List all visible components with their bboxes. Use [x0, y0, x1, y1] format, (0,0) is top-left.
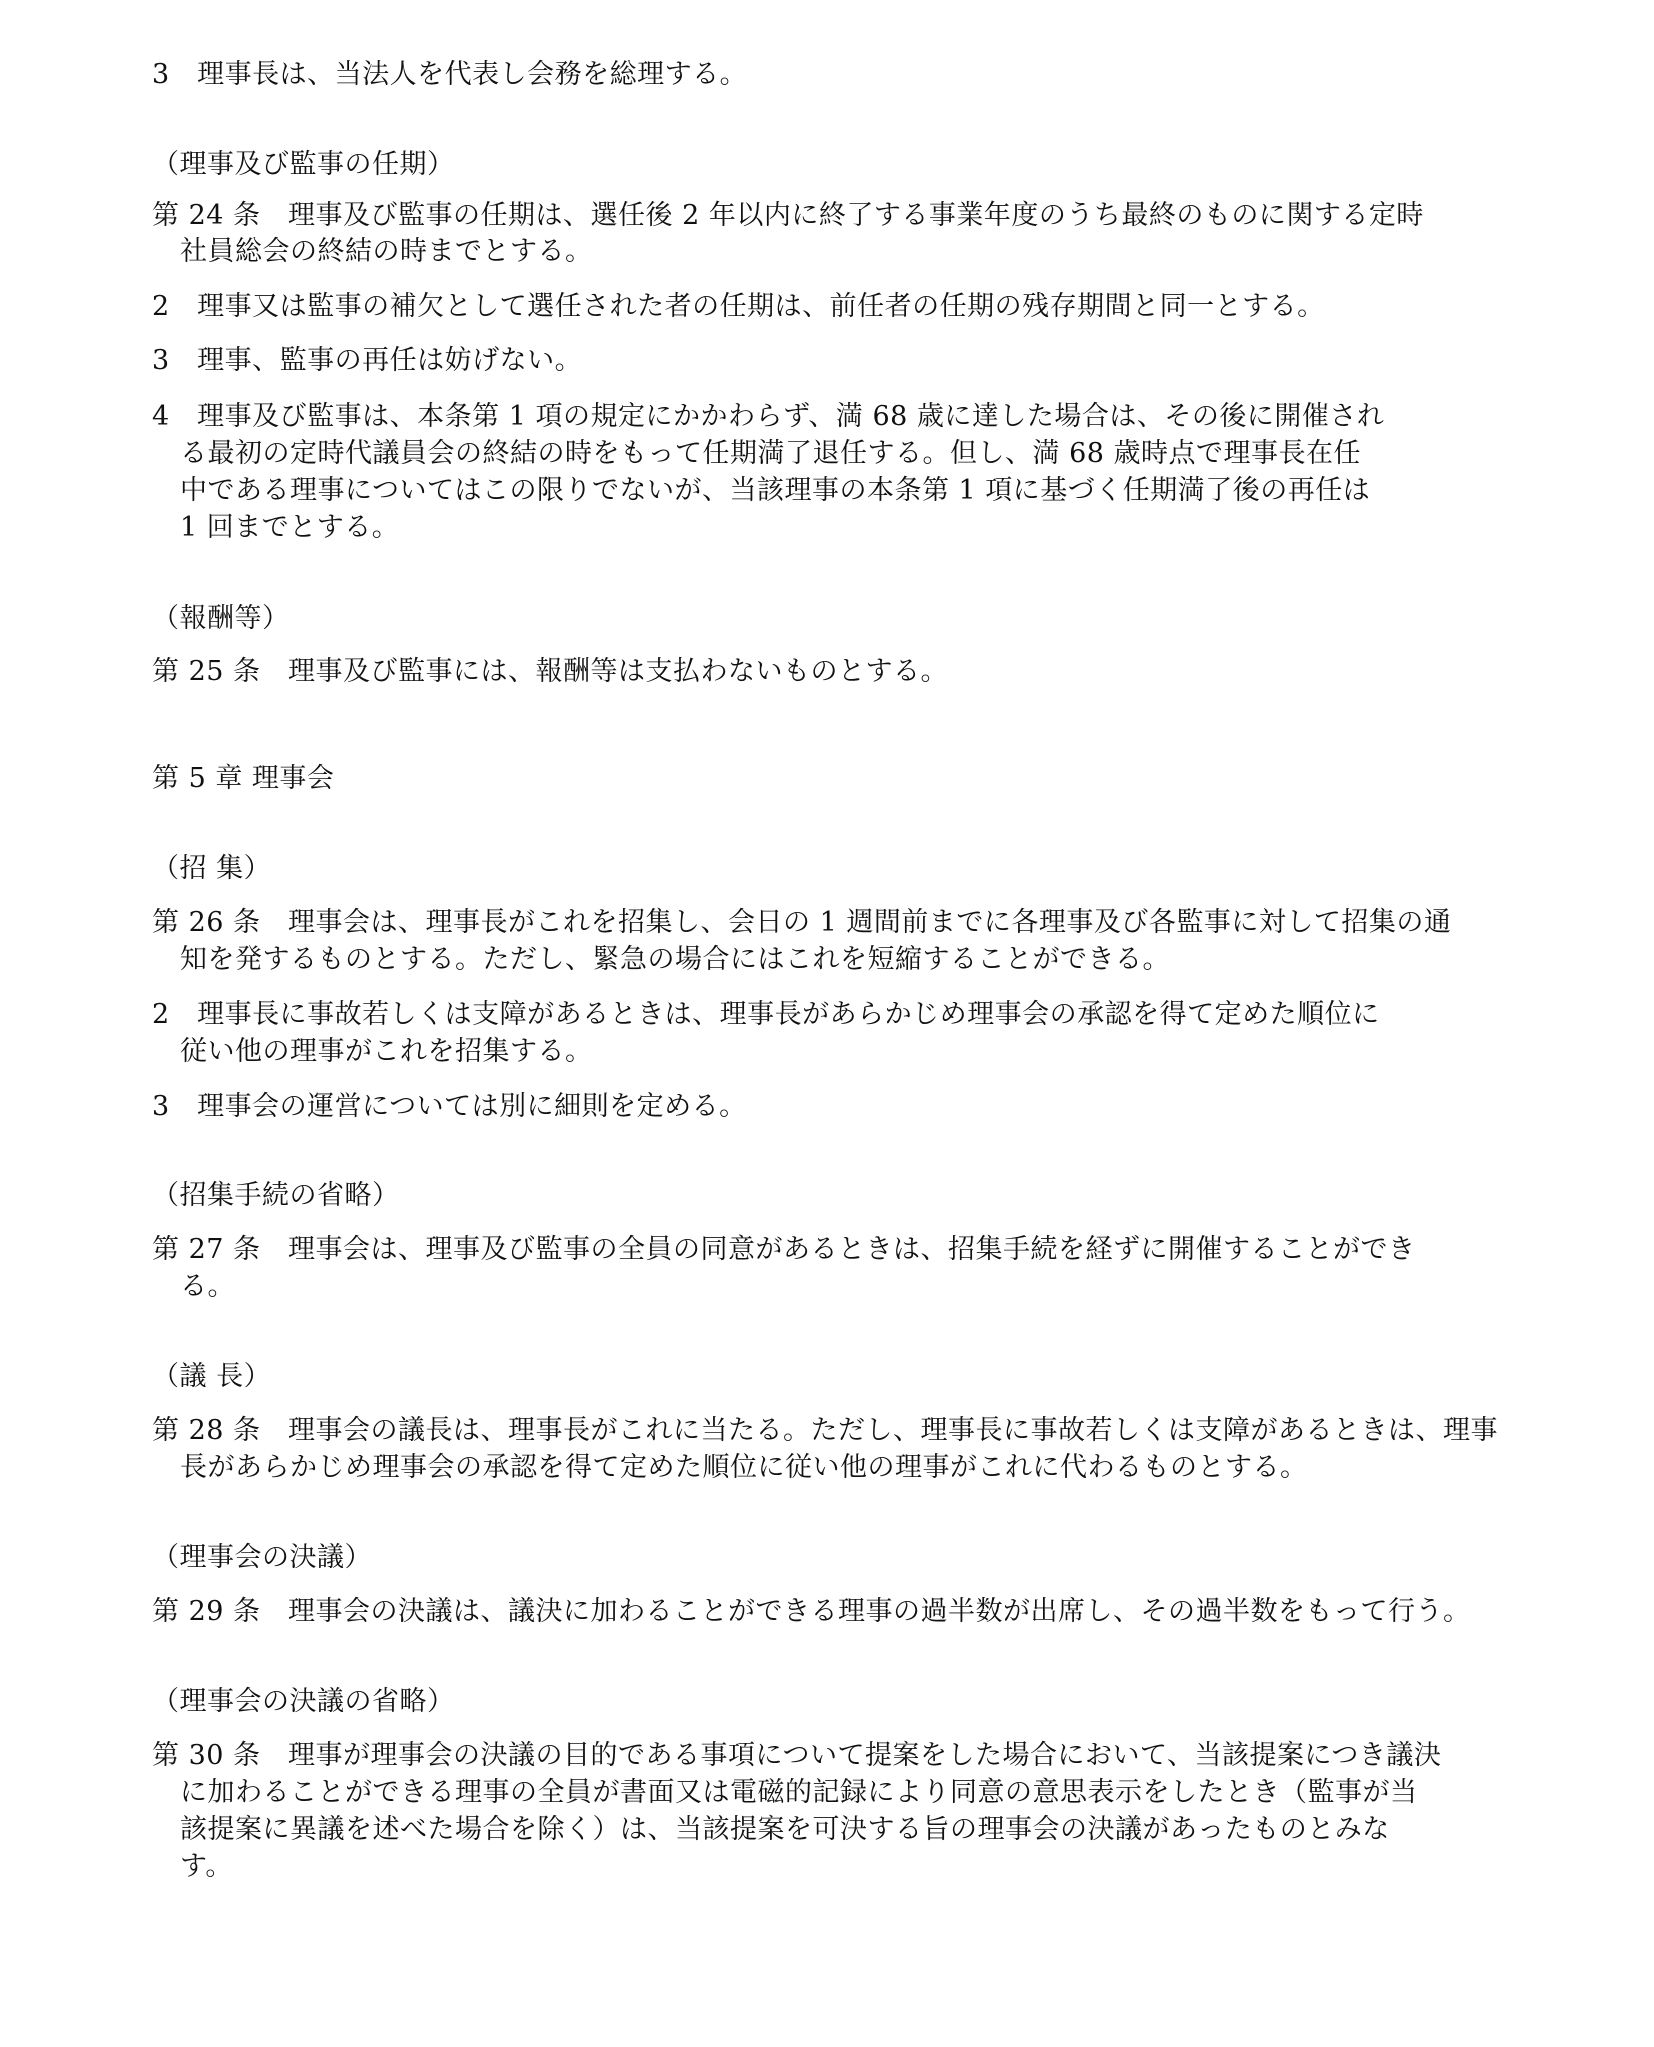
heading-art27: （招集手続の省略）: [152, 1180, 400, 1211]
article-24-item3: 3 理事、監事の再任は妨げない。: [152, 345, 583, 376]
article-26-line2: 知を発するものとする。ただし、緊急の場合にはこれを短縮することができる。: [180, 944, 1170, 975]
article-30-line1: 第 30 条 理事が理事会の決議の目的である事項について提案をした場合において、当該提案につき議決: [152, 1740, 1442, 1771]
article-26-item3: 3 理事会の運営については別に細則を定める。: [152, 1091, 747, 1122]
article-26-item2-line2: 従い他の理事がこれを招集する。: [180, 1036, 593, 1067]
heading-art29: （理事会の決議）: [152, 1542, 372, 1573]
article-26-line1: 第 26 条 理事会は、理事長がこれを招集し、会日の 1 週間前までに各理事及び各監事に対して招集の通: [152, 907, 1452, 938]
article-24-item2: 2 理事又は監事の補欠として選任された者の任期は、前任者の任期の残存期間と同一とする。: [152, 291, 1325, 322]
heading-art28: （議 長）: [152, 1361, 272, 1392]
article-28-line1: 第 28 条 理事会の議長は、理事長がこれに当たる。ただし、理事長に事故若しくは支障があるときは、理事: [152, 1415, 1499, 1446]
article-24-line2: 社員総会の終結の時までとする。: [180, 236, 593, 267]
article-30-line3: 該提案に異議を述べた場合を除く）は、当該提案を可決する旨の理事会の決議があったものとみな: [180, 1814, 1390, 1845]
chapter-5-title: 第 5 章 理事会: [152, 763, 335, 794]
article-24-item4-line3: 中である理事についてはこの限りでないが、当該理事の本条第 1 項に基づく任期満了後の再任は: [180, 475, 1371, 506]
article-25-line1: 第 25 条 理事及び監事には、報酬等は支払わないものとする。: [152, 656, 949, 687]
article-30-line4: す。: [180, 1851, 233, 1882]
article-29-line1: 第 29 条 理事会の決議は、議決に加わることができる理事の過半数が出席し、その過半数をもって行う。: [152, 1596, 1471, 1627]
article-26-item2-line1: 2 理事長に事故若しくは支障があるときは、理事長があらかじめ理事会の承認を得て定めた順位に: [152, 999, 1380, 1030]
heading-art25: （報酬等）: [152, 603, 290, 634]
heading-art24: （理事及び監事の任期）: [152, 149, 455, 180]
paragraph-art23-item3: 3 理事長は、当法人を代表し会務を総理する。: [152, 59, 748, 90]
article-24-item4-line2: る最初の定時代議員会の終結の時をもって任期満了退任する。但し、満 68 歳時点で理事長在任: [180, 438, 1362, 469]
article-28-line2: 長があらかじめ理事会の承認を得て定めた順位に従い他の理事がこれに代わるものとする。: [180, 1452, 1308, 1483]
article-27-line2: る。: [180, 1271, 235, 1302]
article-24-item4-line1: 4 理事及び監事は、本条第 1 項の規定にかかわらず、満 68 歳に達した場合は、その後に開催され: [152, 401, 1385, 432]
article-30-line2: に加わることができる理事の全員が書面又は電磁的記録により同意の意思表示をしたとき（監事が当: [180, 1777, 1418, 1808]
article-24-line1: 第 24 条 理事及び監事の任期は、選任後 2 年以内に終了する事業年度のうち最終のものに関する定時: [152, 200, 1424, 231]
article-24-item4-line4: 1 回までとする。: [180, 512, 400, 543]
article-27-line1: 第 27 条 理事会は、理事及び監事の全員の同意があるときは、招集手続を経ずに開催することができ: [152, 1234, 1416, 1265]
heading-art30: （理事会の決議の省略）: [152, 1686, 455, 1717]
heading-art26: （招 集）: [152, 853, 272, 884]
